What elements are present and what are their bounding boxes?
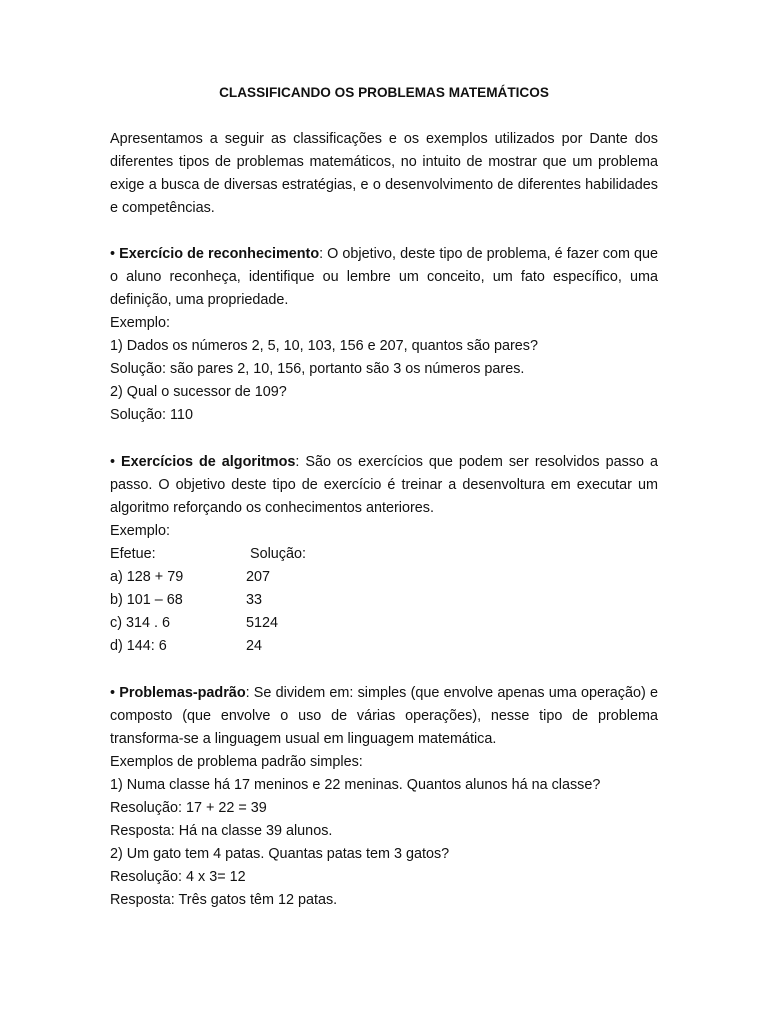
- bullet: •: [110, 454, 116, 470]
- operation-cell: c) 314 . 6: [110, 615, 170, 631]
- resolution-line: Resolução: 17 + 22 = 39: [110, 800, 267, 816]
- question-line: 1) Dados os números 2, 5, 10, 103, 156 e 207, quantos são pares?: [110, 338, 539, 354]
- question-line: 2) Qual o sucessor de 109?: [110, 384, 287, 400]
- result-cell: 33: [246, 592, 263, 608]
- table-header-row: [110, 543, 658, 566]
- document-title: CLASSIFICANDO OS PROBLEMAS MATEMÁTICOS: [219, 85, 549, 100]
- section-recognition-paragraph: [110, 243, 658, 312]
- result-cell: 207: [246, 569, 271, 585]
- column-header-efetue: Efetue:: [110, 546, 156, 562]
- intro-text: Apresentamos a seguir as classificações e os exemplos utilizados por Dante dos diferentes tipos de problemas matemáticos, no intuito de mostrar que um problema exige a busca de diversas estratégias, e o desenvolvimento de diferentes habilidades e competências.: [110, 131, 658, 216]
- bullet: •: [110, 685, 116, 701]
- section-standard-heading: Problemas-padrão: [119, 685, 246, 701]
- intro-paragraph: [110, 128, 658, 220]
- answer-line: Resposta: Há na classe 39 alunos.: [110, 823, 333, 839]
- table-row: [110, 589, 658, 612]
- section-recognition-text: : O objetivo, deste tipo de problema, é fazer com que o aluno reconheça, identifique ou lembre um conceito, um fato específico, uma definição, uma propriedade.: [110, 246, 658, 308]
- result-cell: 5124: [246, 615, 279, 631]
- solution-line: Solução: são pares 2, 10, 156, portanto são 3 os números pares.: [110, 361, 525, 377]
- section-standard-text: : Se dividem em: simples (que envolve apenas uma operação) e composto (que envolve o uso de várias operações), nesse tipo de problema transforma-se a linguagem usual em linguagem matemática.: [110, 685, 658, 747]
- algorithm-table: [110, 543, 658, 658]
- examples-label: Exemplos de problema padrão simples:: [110, 754, 363, 770]
- table-row: [110, 635, 658, 658]
- section-standard-paragraph: [110, 682, 658, 751]
- section-standard-problems: [110, 682, 658, 912]
- operation-cell: a) 128 + 79: [110, 569, 184, 585]
- example-label: Exemplo:: [110, 315, 170, 331]
- table-row: [110, 612, 658, 635]
- result-cell: 24: [246, 638, 263, 654]
- section-recognition: [110, 243, 658, 427]
- question-line: 1) Numa classe há 17 meninos e 22 meninas. Quantos alunos há na classe?: [110, 777, 601, 793]
- bullet: •: [110, 246, 116, 262]
- section-algorithms-text: : São os exercícios que podem ser resolvidos passo a passo. O objetivo deste tipo de exercício é treinar a desenvoltura em executar um algoritmo reforçando os conhecimentos anteriores.: [110, 454, 658, 516]
- solution-line: Solução: 110: [110, 407, 193, 423]
- section-algorithms: [110, 451, 658, 658]
- section-recognition-heading: Exercício de reconhecimento: [119, 246, 320, 262]
- operation-cell: d) 144: 6: [110, 638, 167, 654]
- answer-line: Resposta: Três gatos têm 12 patas.: [110, 892, 338, 908]
- section-algorithms-heading: Exercícios de algoritmos: [121, 454, 296, 470]
- table-row: [110, 566, 658, 589]
- question-line: 2) Um gato tem 4 patas. Quantas patas tem 3 gatos?: [110, 846, 450, 862]
- example-label: Exemplo:: [110, 523, 170, 539]
- operation-cell: b) 101 – 68: [110, 592, 183, 608]
- section-algorithms-paragraph: [110, 451, 658, 520]
- resolution-line: Resolução: 4 x 3= 12: [110, 869, 246, 885]
- column-header-solucao: Solução:: [250, 546, 307, 562]
